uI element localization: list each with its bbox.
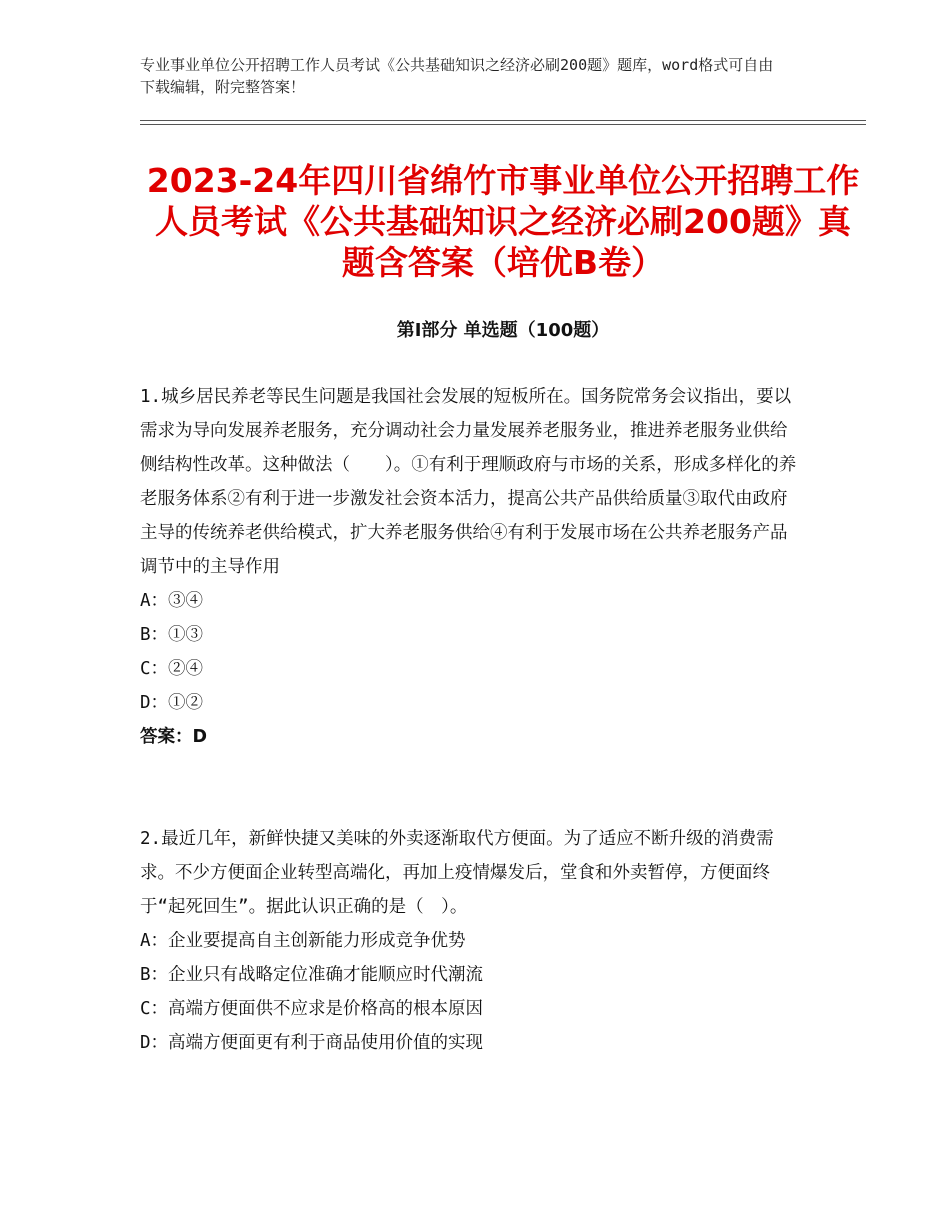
question-1-option-b: B：①③ (140, 625, 204, 645)
section-heading: 第Ⅰ部分 单选题（100题） (396, 320, 610, 341)
question-2-option-c: C：高端方便面供不应求是价格高的根本原因 (140, 999, 484, 1019)
question-2-option-b: B：企业只有战略定位准确才能顺应时代潮流 (140, 965, 484, 985)
header-divider (140, 120, 866, 125)
question-2-option-d: D：高端方便面更有利于商品使用价值的实现 (140, 1033, 484, 1053)
question-2-option-a: A：企业要提高自主创新能力形成竞争优势 (140, 931, 466, 951)
question-1 (140, 380, 800, 754)
question-1-option-a: A：③④ (140, 591, 204, 611)
question-1-answer: 答案：D (140, 727, 208, 747)
header-note: 专业事业单位公开招聘工作人员考试《公共基础知识之经济必刷200题》题库，word格式可自由下载编辑，附完整答案！ (140, 56, 774, 96)
question-2-stem: 2.最近几年，新鲜快捷又美味的外卖逐渐取代方便面。为了适应不断升级的消费需求。不少方便面企业转型高端化，再加上疫情爆发后，堂食和外卖暂停，方便面终于“起死回生”。据此认识正确的是（ ）。 (140, 829, 774, 917)
question-1-stem: 1.城乡居民养老等民生问题是我国社会发展的短板所在。国务院常务会议指出，要以需求为导向发展养老服务，充分调动社会力量发展养老服务业，推进养老服务业供给侧结构性改革。这种做法（ ）。①有利于理顺政府与市场的关系，形成多样化的养老服务体系②有利于进一步激发社会资本活力，提高公共产品供给质量③取代由政府主导的传统养老供给模式，扩大养老服务供给④有利于发展市场在公共养老服务产品调节中的主导作用 (140, 387, 797, 577)
question-1-option-d: D：①② (140, 693, 204, 713)
question-2 (140, 822, 800, 1060)
page-title: 2023-24年四川省绵竹市事业单位公开招聘工作人员考试《公共基础知识之经济必刷200题》真题含答案（培优B卷） (146, 161, 860, 282)
question-1-option-c: C：②④ (140, 659, 204, 679)
